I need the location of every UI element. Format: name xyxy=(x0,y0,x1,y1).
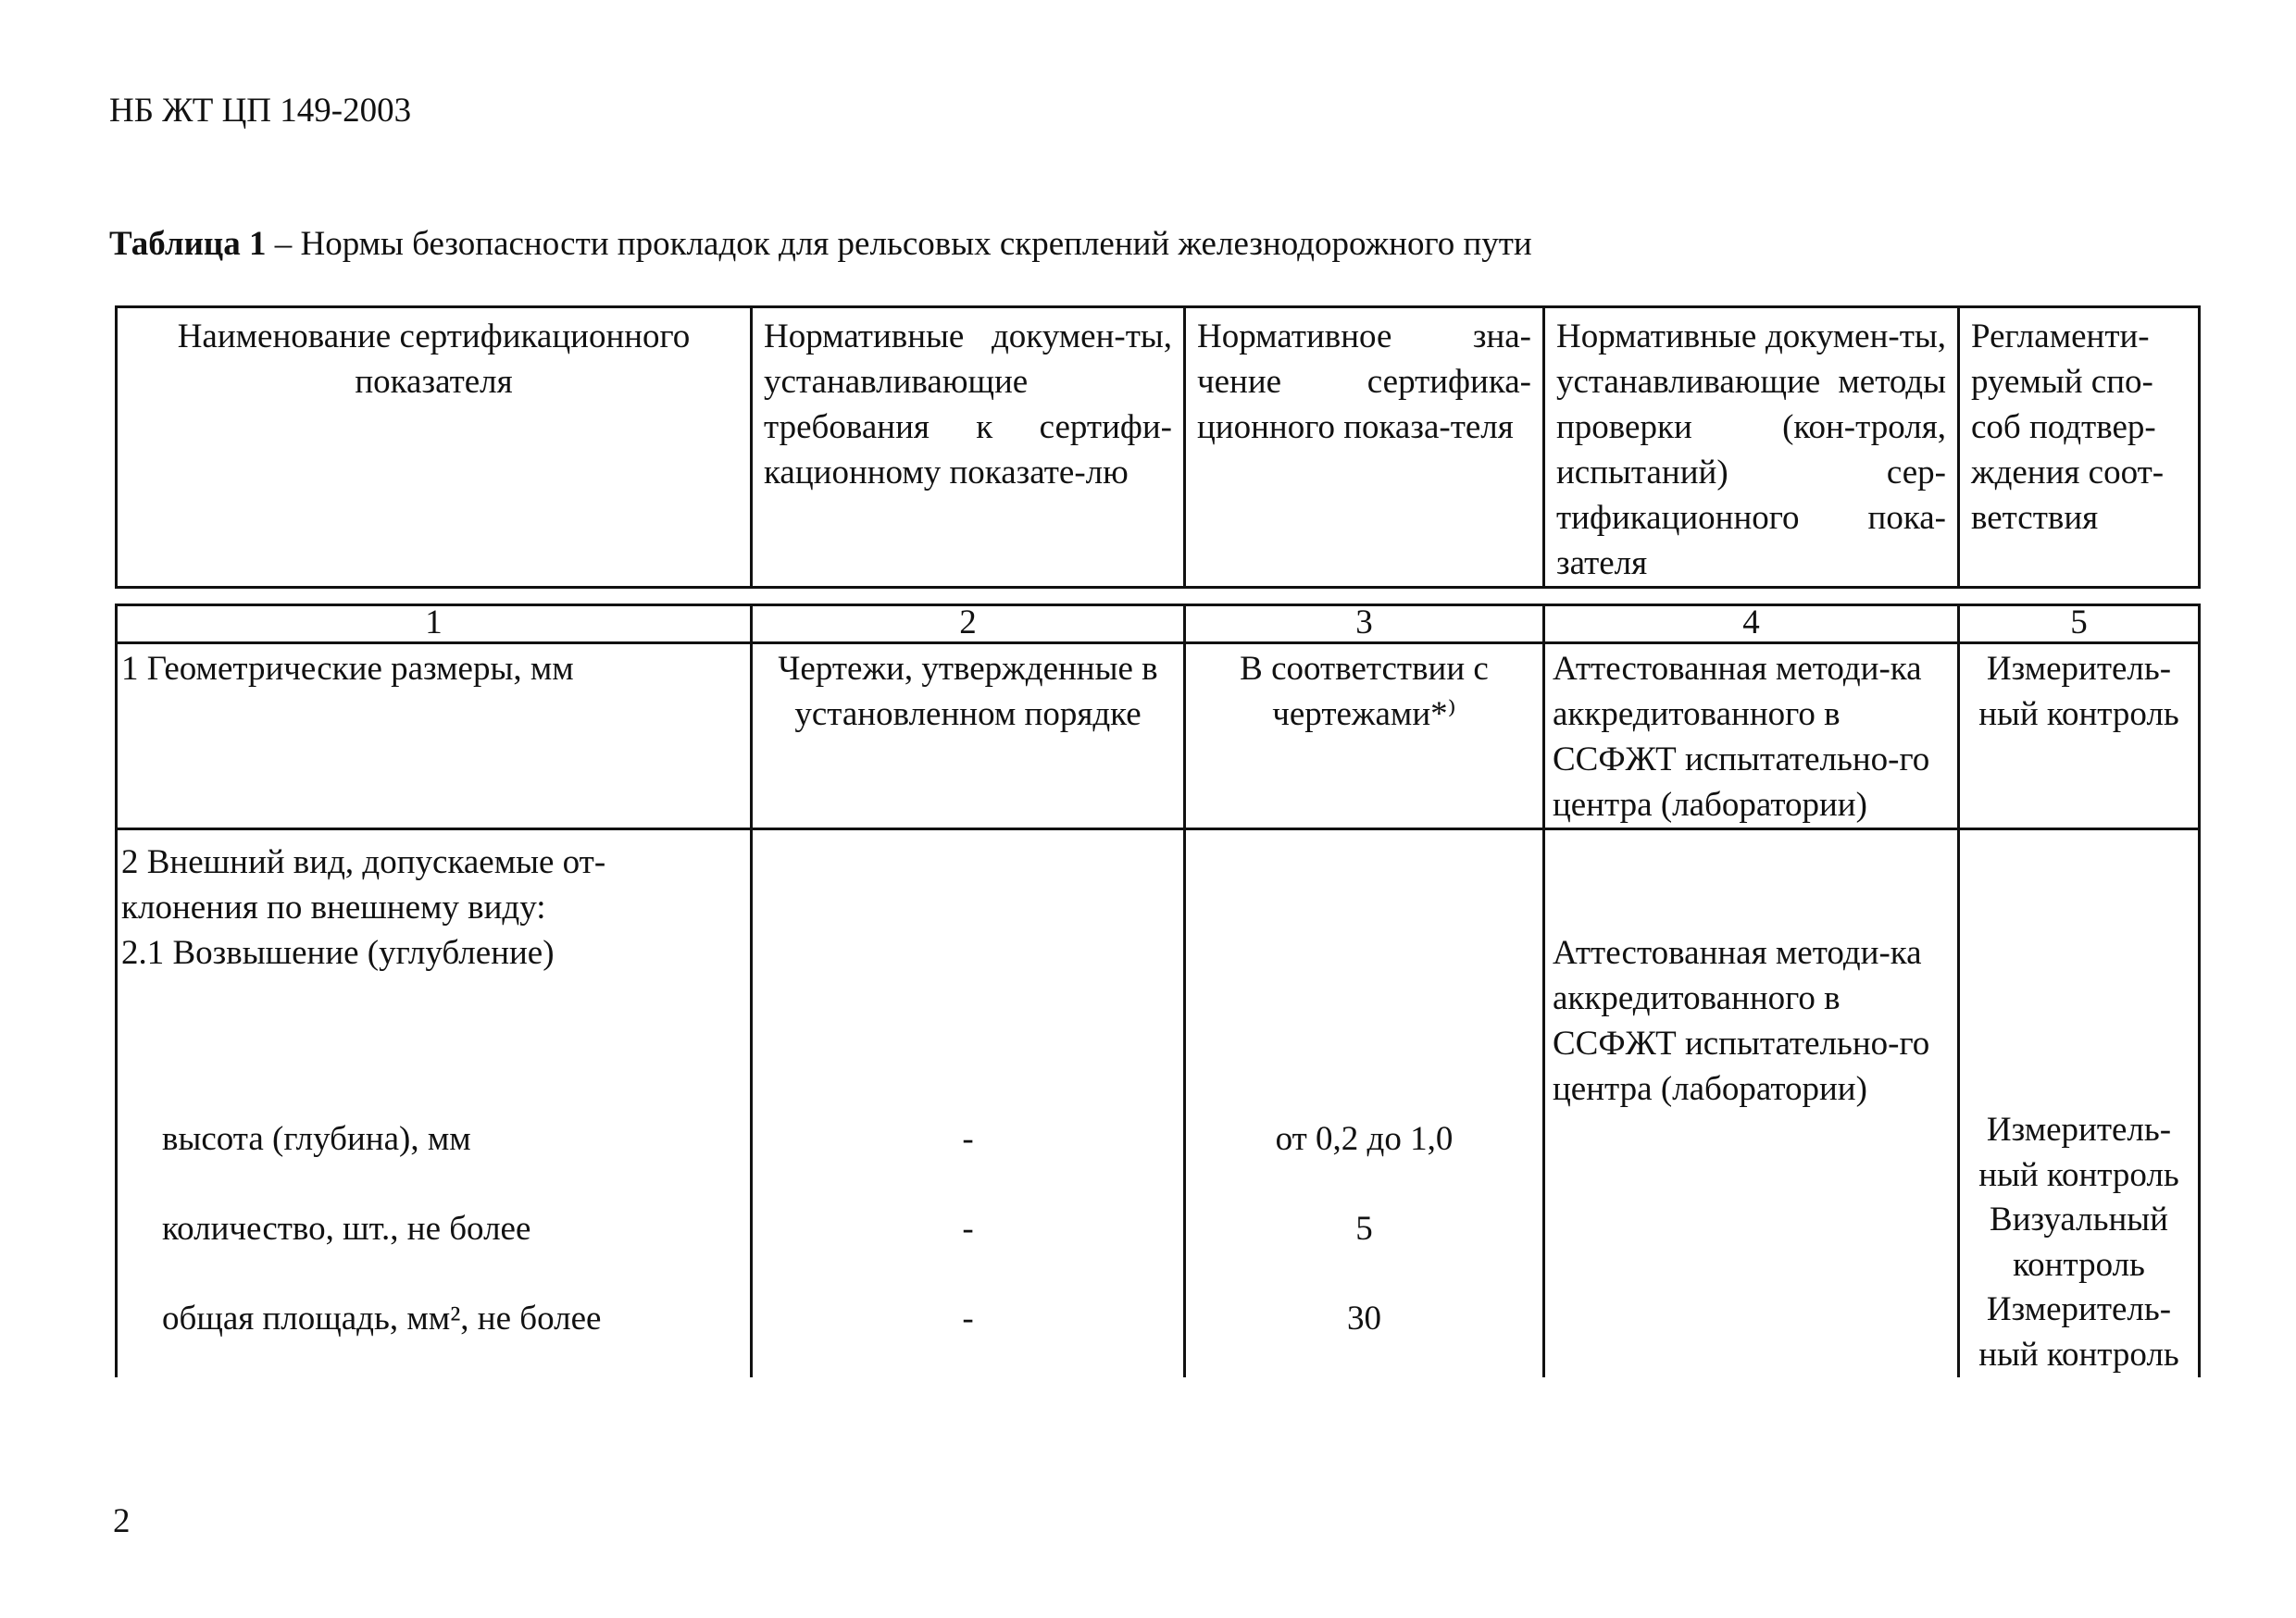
table-row xyxy=(117,643,2200,829)
row2-item-docs: - xyxy=(962,1210,974,1248)
row1-docs: Чертежи, утвержденные в установленном порядке xyxy=(752,643,1185,829)
header-method-docs: Нормативные докумен-ты, устанавливающие методы проверки (кон-троля, испытаний) сер-тификационного пока-зателя xyxy=(1544,307,1959,588)
page-number: 2 xyxy=(113,1502,131,1540)
row2-subtitle: 2.1 Возвышение (углубление) xyxy=(121,934,555,972)
column-number: 4 xyxy=(1544,605,1959,643)
table-caption xyxy=(109,224,1532,264)
row2-item-confirm: Измеритель-ный контроль xyxy=(1978,1290,2179,1374)
row2-item-name: количество, шт., не более xyxy=(162,1210,531,1248)
row2-item-name: высота (глубина), мм xyxy=(162,1120,471,1158)
row2-value-cell xyxy=(1185,829,1544,1378)
row2-confirm-cell xyxy=(1959,829,2200,1378)
document-code: НБ ЖТ ЦП 149-2003 xyxy=(109,92,412,130)
column-number: 5 xyxy=(1959,605,2200,643)
row2-methods: Аттестованная методи-ка аккредитованного в ССФЖТ испытательно-го центра (лаборатории) xyxy=(1553,934,1930,1108)
row2-item-value: 30 xyxy=(1347,1300,1381,1338)
row2-title: 2 Внешний вид, допускаемые от-клонения по внешнему виду: xyxy=(121,843,606,927)
row2-methods-cell xyxy=(1544,829,1959,1378)
table-header xyxy=(115,305,2201,589)
table-row xyxy=(117,829,2200,1378)
header-requirement-docs: Нормативные докумен-ты, устанавливающие требования к сертифи-кационному показате-лю xyxy=(752,307,1185,588)
column-number: 1 xyxy=(117,605,752,643)
header-indicator-name: Наименование сертификационного показателя xyxy=(117,307,752,588)
table-body xyxy=(115,604,2201,1377)
column-number: 3 xyxy=(1185,605,1544,643)
table-caption-text: – Нормы безопасности прокладок для рельсовых скреплений железнодорожного пути xyxy=(266,225,1532,263)
row2-item-confirm: Измеритель-ный контроль xyxy=(1978,1111,2179,1194)
column-number-row xyxy=(117,605,2200,643)
header-confirmation-method: Регламенти-руемый спо-соб подтвер-ждения соот-ветствия xyxy=(1959,307,2200,588)
row2-item-docs: - xyxy=(962,1300,974,1338)
row2-item-confirm: Визуальный контроль xyxy=(1990,1201,2168,1284)
row2-docs-cell xyxy=(752,829,1185,1378)
column-number: 2 xyxy=(752,605,1185,643)
row1-confirm: Измеритель-ный контроль xyxy=(1959,643,2200,829)
row2-item-docs: - xyxy=(962,1120,974,1158)
row1-value: В соответствии с чертежами*⁾ xyxy=(1185,643,1544,829)
row2-item-name: общая площадь, мм², не более xyxy=(162,1300,602,1338)
row1-methods: Аттестованная методи-ка аккредитованного в ССФЖТ испытательно-го центра (лаборатории) xyxy=(1544,643,1959,829)
row2-name-cell xyxy=(117,829,752,1378)
table-caption-label: Таблица 1 xyxy=(109,225,267,263)
row2-item-value: от 0,2 до 1,0 xyxy=(1275,1120,1454,1158)
row2-item-value: 5 xyxy=(1355,1210,1373,1248)
row1-name: 1 Геометрические размеры, мм xyxy=(117,643,752,829)
header-normative-value: Нормативное зна-чение сертифика-ционного показа-теля xyxy=(1185,307,1544,588)
